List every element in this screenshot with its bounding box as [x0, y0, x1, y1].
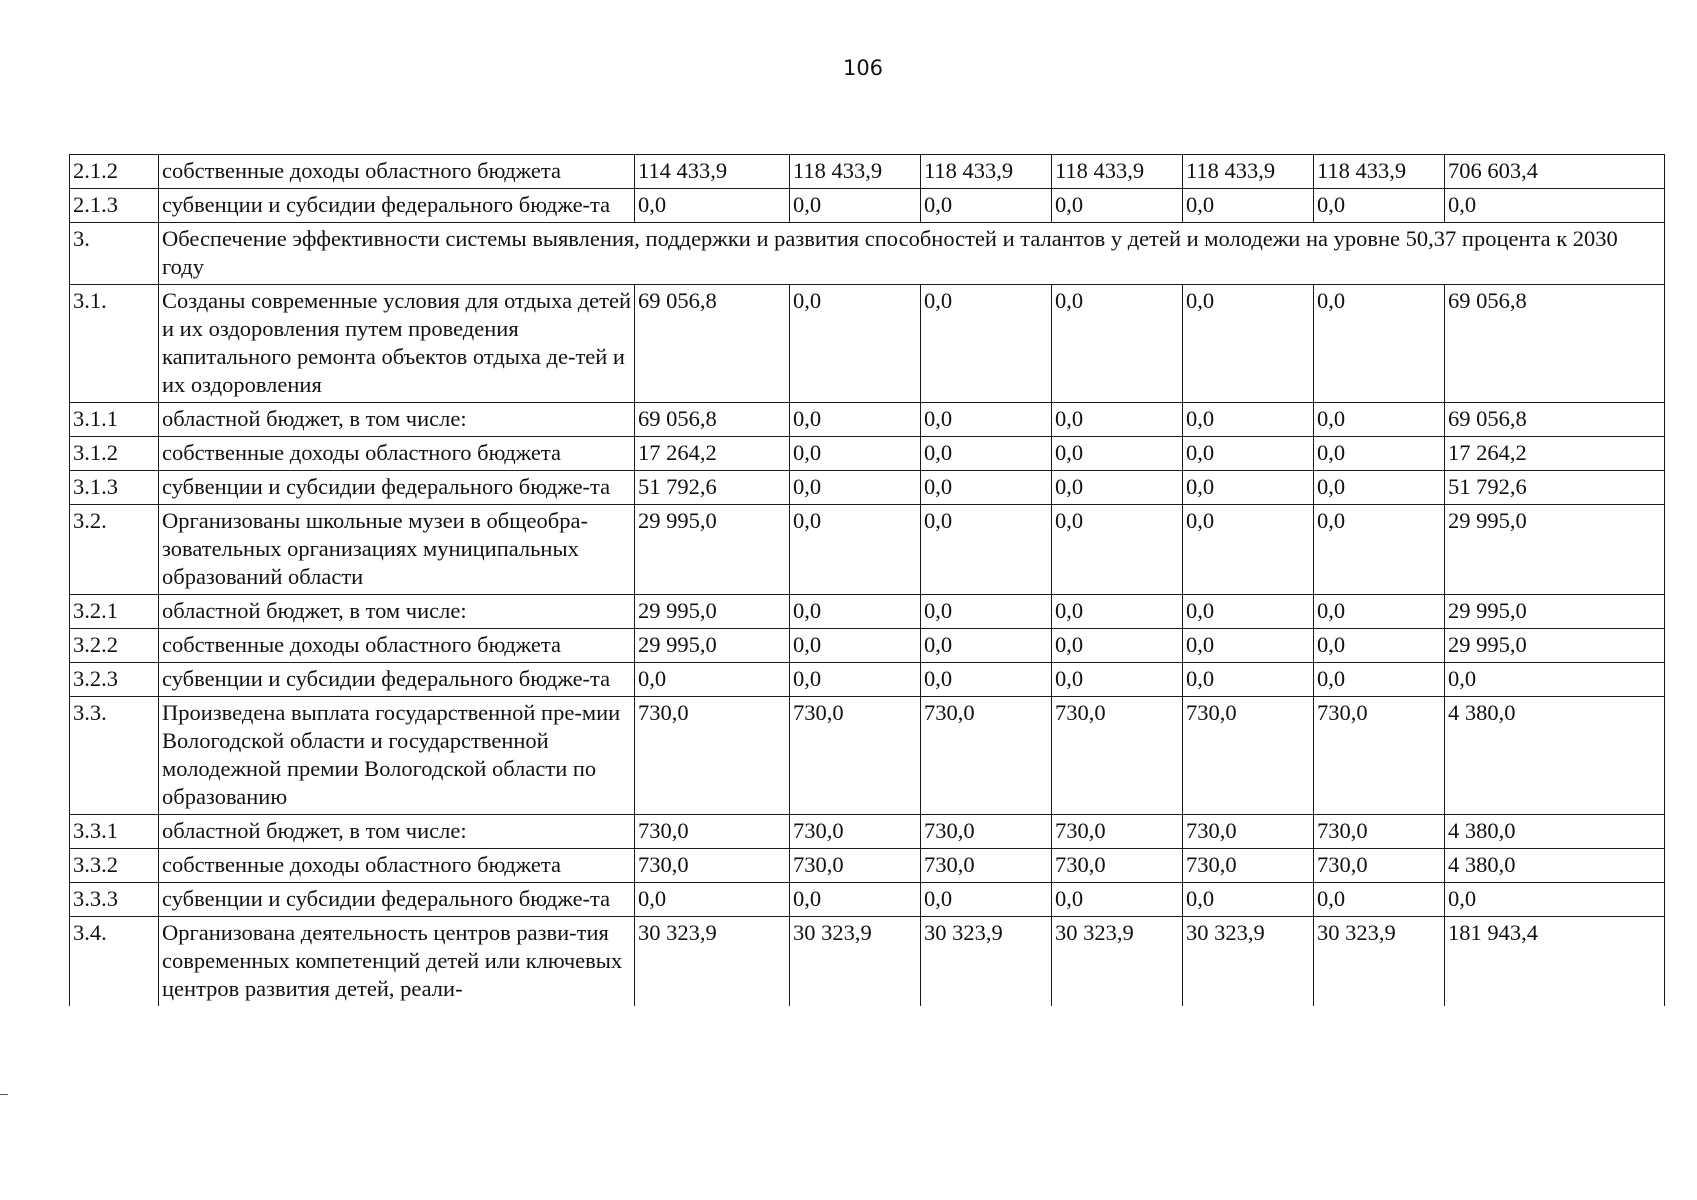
- row-number-cell: 3.2.: [70, 505, 159, 595]
- value-cell: 0,0: [790, 471, 921, 505]
- value-cell: 0,0: [1052, 629, 1183, 663]
- value-cell: 0,0: [1052, 471, 1183, 505]
- description-cell: Созданы современные условия для отдыха детей и их оздоровления путем проведения капитального ремонта объектов отдыха де-тей и их оздоровления: [159, 285, 635, 403]
- value-cell: 730,0: [921, 697, 1052, 815]
- value-cell: 730,0: [635, 849, 790, 883]
- table-row: [70, 223, 1665, 285]
- total-value-cell: 706 603,4: [1445, 155, 1665, 189]
- value-cell: 0,0: [790, 629, 921, 663]
- value-cell: 730,0: [921, 815, 1052, 849]
- description-cell: субвенции и субсидии федерального бюдже-та: [159, 883, 635, 917]
- description-cell: Произведена выплата государственной пре-мии Вологодской области и государственной молодежной премии Вологодской области по образованию: [159, 697, 635, 815]
- page-number: 106: [842, 56, 884, 80]
- margin-mark: [0, 1094, 8, 1095]
- value-cell: 0,0: [921, 437, 1052, 471]
- row-number-cell: 3.2.1: [70, 595, 159, 629]
- total-value-cell: 29 995,0: [1445, 629, 1665, 663]
- total-value-cell: 51 792,6: [1445, 471, 1665, 505]
- value-cell: 30 323,9: [1183, 917, 1314, 1007]
- description-cell: субвенции и субсидии федерального бюдже-та: [159, 189, 635, 223]
- description-cell: областной бюджет, в том числе:: [159, 403, 635, 437]
- table-row: [70, 849, 1665, 883]
- value-cell: 0,0: [1052, 403, 1183, 437]
- table-row: [70, 917, 1665, 1007]
- table-row: [70, 629, 1665, 663]
- description-cell: субвенции и субсидии федерального бюдже-та: [159, 471, 635, 505]
- row-number-cell: 2.1.2: [70, 155, 159, 189]
- row-number-cell: 3.4.: [70, 917, 159, 1007]
- value-cell: 51 792,6: [635, 471, 790, 505]
- value-cell: 69 056,8: [635, 403, 790, 437]
- value-cell: 730,0: [1183, 697, 1314, 815]
- row-number-cell: 3.3.: [70, 697, 159, 815]
- value-cell: 0,0: [790, 437, 921, 471]
- total-value-cell: 0,0: [1445, 663, 1665, 697]
- value-cell: 0,0: [1314, 437, 1445, 471]
- value-cell: 0,0: [1183, 505, 1314, 595]
- value-cell: 0,0: [790, 595, 921, 629]
- value-cell: 0,0: [1183, 595, 1314, 629]
- value-cell: 30 323,9: [635, 917, 790, 1007]
- value-cell: 0,0: [921, 883, 1052, 917]
- table-row: [70, 663, 1665, 697]
- row-number-cell: 3.3.2: [70, 849, 159, 883]
- description-cell: субвенции и субсидии федерального бюдже-та: [159, 663, 635, 697]
- value-cell: 0,0: [635, 663, 790, 697]
- value-cell: 118 433,9: [1052, 155, 1183, 189]
- row-number-cell: 3.1.3: [70, 471, 159, 505]
- table-row: [70, 883, 1665, 917]
- row-number-cell: 3.2.3: [70, 663, 159, 697]
- total-value-cell: 0,0: [1445, 883, 1665, 917]
- row-number-cell: 3.2.2: [70, 629, 159, 663]
- value-cell: 730,0: [635, 815, 790, 849]
- value-cell: 114 433,9: [635, 155, 790, 189]
- value-cell: 0,0: [921, 471, 1052, 505]
- table-row: [70, 595, 1665, 629]
- value-cell: 730,0: [1052, 697, 1183, 815]
- value-cell: 30 323,9: [1052, 917, 1183, 1007]
- value-cell: 0,0: [1052, 189, 1183, 223]
- row-number-cell: 3.3.3: [70, 883, 159, 917]
- value-cell: 30 323,9: [921, 917, 1052, 1007]
- description-cell: собственные доходы областного бюджета: [159, 629, 635, 663]
- table-row: [70, 815, 1665, 849]
- value-cell: 730,0: [790, 849, 921, 883]
- description-cell: областной бюджет, в том числе:: [159, 815, 635, 849]
- value-cell: 0,0: [1314, 471, 1445, 505]
- value-cell: 29 995,0: [635, 595, 790, 629]
- table-row: [70, 505, 1665, 595]
- value-cell: 730,0: [1314, 697, 1445, 815]
- description-cell: Организованы школьные музеи в общеобра-зовательных организациях муниципальных образований области: [159, 505, 635, 595]
- value-cell: 0,0: [1314, 403, 1445, 437]
- description-cell: собственные доходы областного бюджета: [159, 437, 635, 471]
- value-cell: 0,0: [921, 403, 1052, 437]
- value-cell: 0,0: [1314, 663, 1445, 697]
- description-cell: Организована деятельность центров разви-тия современных компетенций детей или ключевых центров развития детей, реали-: [159, 917, 635, 1007]
- value-cell: 730,0: [1314, 815, 1445, 849]
- value-cell: 118 433,9: [1314, 155, 1445, 189]
- value-cell: 17 264,2: [635, 437, 790, 471]
- value-cell: 0,0: [1052, 883, 1183, 917]
- section-heading-cell: Обеспечение эффективности системы выявления, поддержки и развития способностей и талантов у детей и молодежи на уровне 50,37 процента к 2030 году: [159, 223, 1665, 285]
- value-cell: 0,0: [921, 505, 1052, 595]
- value-cell: 730,0: [921, 849, 1052, 883]
- row-number-cell: 3.1.1: [70, 403, 159, 437]
- value-cell: 0,0: [635, 189, 790, 223]
- total-value-cell: 0,0: [1445, 189, 1665, 223]
- total-value-cell: 4 380,0: [1445, 815, 1665, 849]
- table-row: [70, 403, 1665, 437]
- value-cell: 0,0: [1314, 285, 1445, 403]
- total-value-cell: 4 380,0: [1445, 849, 1665, 883]
- value-cell: 0,0: [1314, 189, 1445, 223]
- value-cell: 0,0: [1183, 663, 1314, 697]
- value-cell: 0,0: [635, 883, 790, 917]
- table-row: [70, 697, 1665, 815]
- value-cell: 0,0: [790, 663, 921, 697]
- value-cell: 0,0: [1314, 595, 1445, 629]
- value-cell: 730,0: [1183, 849, 1314, 883]
- value-cell: 0,0: [790, 403, 921, 437]
- value-cell: 0,0: [1314, 505, 1445, 595]
- value-cell: 0,0: [1052, 595, 1183, 629]
- value-cell: 118 433,9: [1183, 155, 1314, 189]
- value-cell: 0,0: [921, 189, 1052, 223]
- total-value-cell: 69 056,8: [1445, 285, 1665, 403]
- value-cell: 0,0: [1183, 437, 1314, 471]
- value-cell: 730,0: [1183, 815, 1314, 849]
- table-row: [70, 471, 1665, 505]
- value-cell: 0,0: [1183, 471, 1314, 505]
- value-cell: 118 433,9: [790, 155, 921, 189]
- row-number-cell: 2.1.3: [70, 189, 159, 223]
- value-cell: 0,0: [1052, 285, 1183, 403]
- value-cell: 0,0: [1052, 505, 1183, 595]
- value-cell: 0,0: [921, 663, 1052, 697]
- value-cell: 0,0: [1183, 629, 1314, 663]
- value-cell: 30 323,9: [1314, 917, 1445, 1007]
- table-row: [70, 437, 1665, 471]
- value-cell: 0,0: [790, 505, 921, 595]
- value-cell: 0,0: [1314, 883, 1445, 917]
- row-number-cell: 3.3.1: [70, 815, 159, 849]
- value-cell: 0,0: [1052, 663, 1183, 697]
- table-row: [70, 189, 1665, 223]
- value-cell: 29 995,0: [635, 629, 790, 663]
- value-cell: 0,0: [921, 595, 1052, 629]
- description-cell: собственные доходы областного бюджета: [159, 849, 635, 883]
- total-value-cell: 29 995,0: [1445, 505, 1665, 595]
- total-value-cell: 17 264,2: [1445, 437, 1665, 471]
- value-cell: 730,0: [790, 697, 921, 815]
- value-cell: 0,0: [1183, 883, 1314, 917]
- value-cell: 730,0: [790, 815, 921, 849]
- value-cell: 0,0: [921, 629, 1052, 663]
- description-cell: областной бюджет, в том числе:: [159, 595, 635, 629]
- value-cell: 0,0: [1183, 285, 1314, 403]
- value-cell: 69 056,8: [635, 285, 790, 403]
- value-cell: 0,0: [1052, 437, 1183, 471]
- total-value-cell: 29 995,0: [1445, 595, 1665, 629]
- value-cell: 730,0: [635, 697, 790, 815]
- description-cell: собственные доходы областного бюджета: [159, 155, 635, 189]
- value-cell: 0,0: [1183, 403, 1314, 437]
- table-row: [70, 285, 1665, 403]
- value-cell: 29 995,0: [635, 505, 790, 595]
- value-cell: 0,0: [790, 285, 921, 403]
- value-cell: 0,0: [790, 189, 921, 223]
- value-cell: 0,0: [1314, 629, 1445, 663]
- value-cell: 730,0: [1314, 849, 1445, 883]
- row-number-cell: 3.1.: [70, 285, 159, 403]
- table-body: [70, 155, 1665, 1007]
- value-cell: 0,0: [921, 285, 1052, 403]
- value-cell: 730,0: [1052, 815, 1183, 849]
- budget-table: [69, 154, 1665, 1006]
- value-cell: 118 433,9: [921, 155, 1052, 189]
- table-row: [70, 155, 1665, 189]
- row-number-cell: 3.1.2: [70, 437, 159, 471]
- total-value-cell: 4 380,0: [1445, 697, 1665, 815]
- value-cell: 0,0: [790, 883, 921, 917]
- total-value-cell: 181 943,4: [1445, 917, 1665, 1007]
- value-cell: 0,0: [1183, 189, 1314, 223]
- value-cell: 30 323,9: [790, 917, 921, 1007]
- value-cell: 730,0: [1052, 849, 1183, 883]
- row-number-cell: 3.: [70, 223, 159, 285]
- total-value-cell: 69 056,8: [1445, 403, 1665, 437]
